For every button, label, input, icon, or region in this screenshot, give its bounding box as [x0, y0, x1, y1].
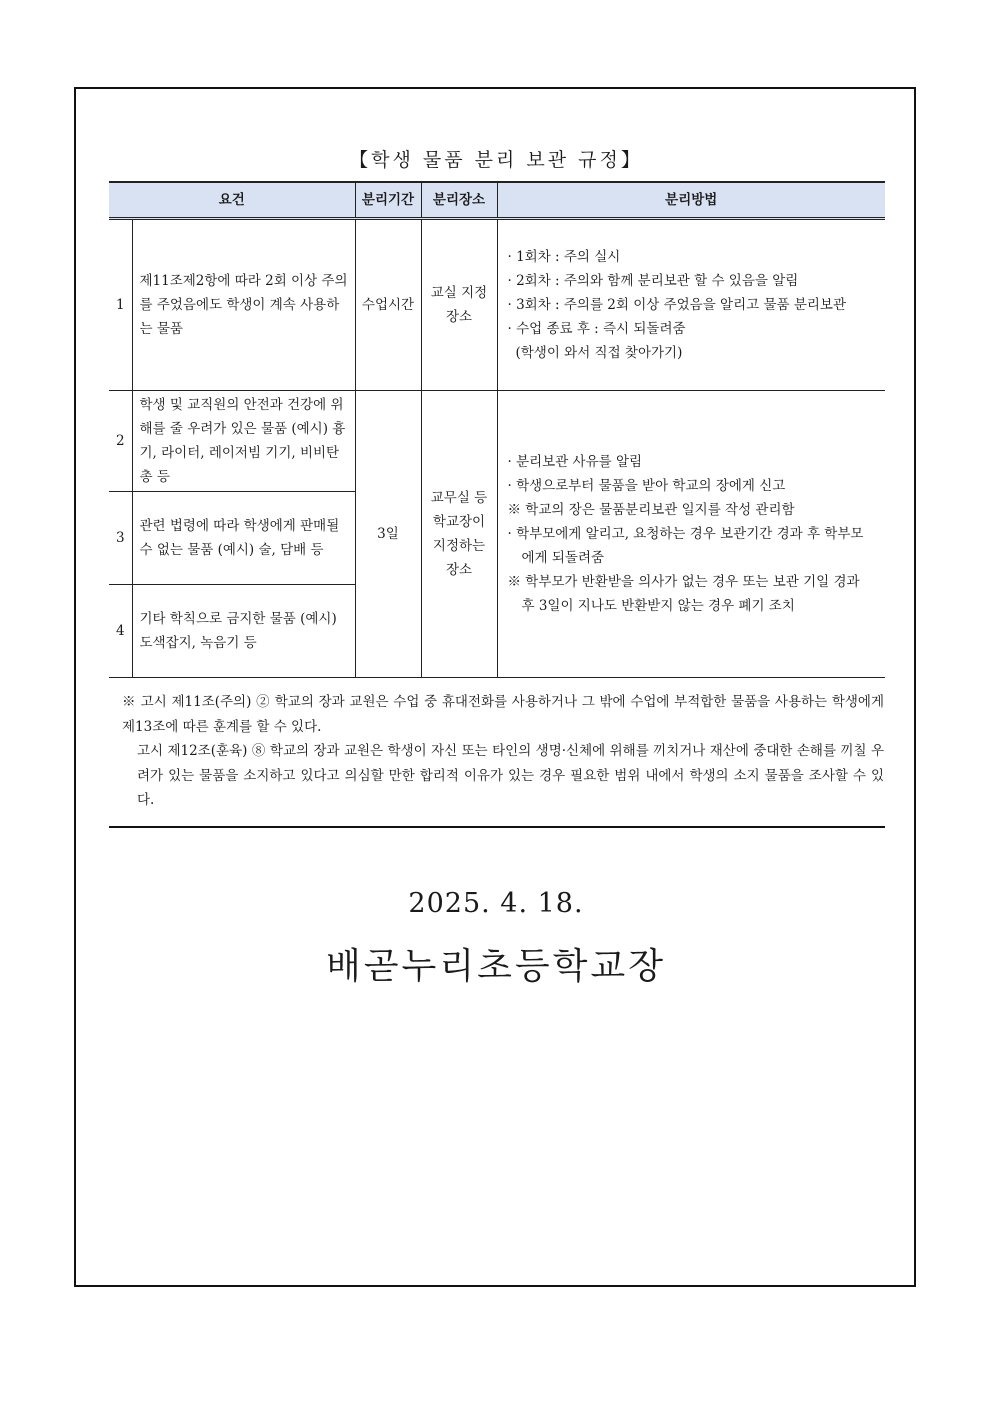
method-step: · 2회차 : 주의와 함께 분리보관 할 수 있음을 알림 [507, 273, 799, 289]
legal-notes [122, 690, 884, 813]
header-period: 분리기간 [355, 182, 421, 219]
row-number: 4 [109, 585, 132, 678]
row-number: 2 [109, 391, 132, 492]
method-step: · 3회차 : 주의를 2회 이상 주었음을 알리고 물품 분리보관 [507, 297, 846, 313]
method-cell [497, 391, 885, 678]
period-cell: 3일 [355, 391, 421, 678]
requirement-cell: 관련 법령에 따라 학생에게 판매될 수 없는 물품 (예시) 술, 담배 등 [132, 492, 355, 585]
requirement-cell: 기타 학칙으로 금지한 물품 (예시) 도색잡지, 녹음기 등 [132, 585, 355, 678]
place-cell: 교무실 등 학교장이 지정하는 장소 [421, 391, 497, 678]
method-step: · 1회차 : 주의 실시 [507, 249, 621, 265]
method-step: ※ 학교의 장은 물품분리보관 일지를 작성 관리함 [507, 502, 795, 518]
row-number: 1 [109, 219, 132, 391]
table-header-row [109, 182, 885, 219]
storage-rules-table [109, 181, 885, 678]
method-step: · 학부모에게 알리고, 요청하는 경우 보관기간 경과 후 학부모에게 되돌려줌 [507, 526, 864, 566]
method-step: · 수업 종료 후 : 즉시 되돌려줌 [507, 321, 686, 337]
place-cell: 교실 지정 장소 [421, 219, 497, 391]
row-number: 3 [109, 492, 132, 585]
period-cell: 수업시간 [355, 219, 421, 391]
school-principal-signature: 배곧누리초등학교장 [326, 946, 666, 987]
method-step: (학생이 와서 직접 찾아가기) [515, 345, 683, 361]
table-row [109, 391, 885, 492]
divider-line [109, 826, 885, 828]
method-cell [497, 219, 885, 391]
document-title: 【학생 물품 분리 보관 규정】 [349, 149, 643, 171]
header-method: 분리방법 [497, 182, 885, 219]
note-article-11: ※ 고시 제11조(주의) ② 학교의 장과 교원은 수업 중 휴대전화를 사용하거나 그 밖에 수업에 부적합한 물품을 사용하는 학생에게 제13조에 따른 훈계를 할 수 있다. [122, 694, 884, 735]
note-article-12: 고시 제12조(훈육) ⑧ 학교의 장과 교원은 학생이 자신 또는 타인의 생명·신체에 위해를 끼치거나 재산에 중대한 손해를 끼칠 우려가 있는 물품을 소지하고 있다고 의심할 만한 합리적 이유가 있는 경우 필요한 범위 내에서 학생의 소지 물품을 조사할 수 있다. [137, 743, 884, 808]
method-step: · 학생으로부터 물품을 받아 학교의 장에게 신고 [507, 478, 786, 494]
requirement-cell: 제11조제2항에 따라 2회 이상 주의를 주었음에도 학생이 계속 사용하는 물품 [132, 219, 355, 391]
header-place: 분리장소 [421, 182, 497, 219]
table-row [109, 219, 885, 391]
issue-date: 2025. 4. 18. [408, 888, 584, 919]
header-requirement: 요건 [109, 182, 355, 219]
method-step: · 분리보관 사유를 알림 [507, 454, 643, 470]
requirement-cell: 학생 및 교직원의 안전과 건강에 위해를 줄 우려가 있은 물품 (예시) 흉기, 라이터, 레이저빔 기기, 비비탄총 등 [132, 391, 355, 492]
method-step: ※ 학부모가 반환받을 의사가 없는 경우 또는 보관 기일 경과 후 3일이 지나도 반환받지 않는 경우 폐기 조치 [507, 574, 860, 614]
